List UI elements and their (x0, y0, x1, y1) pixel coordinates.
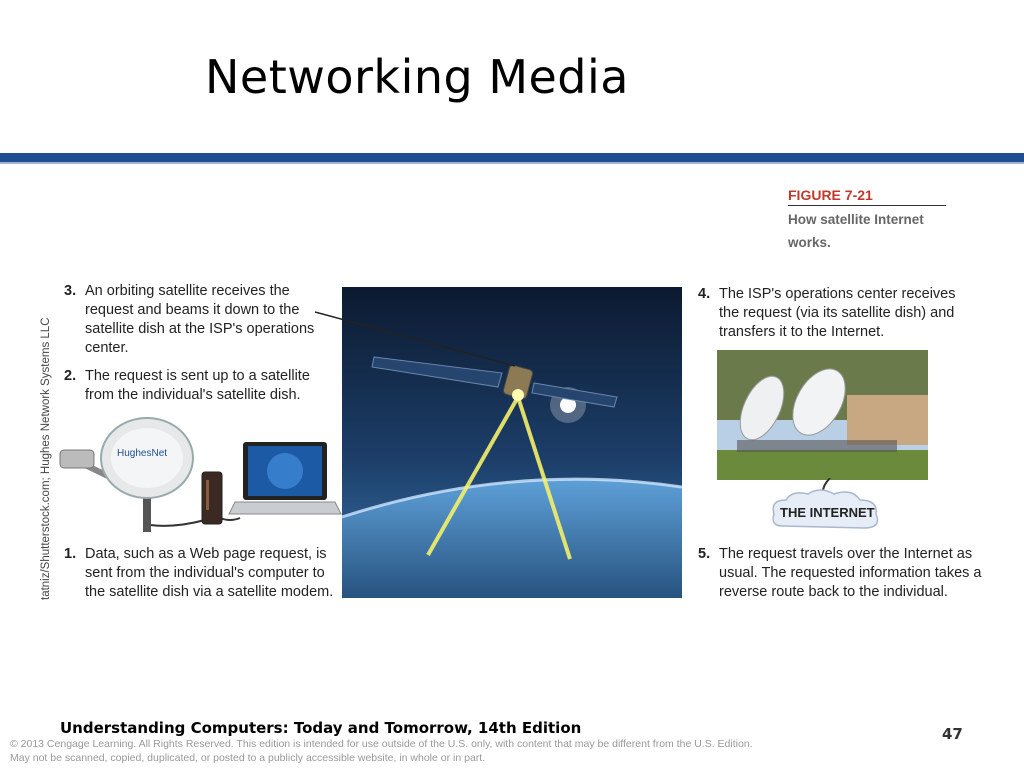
copyright-notice (10, 737, 850, 765)
step-5 (698, 545, 983, 602)
step-text: The request is sent up to a satellite from the individual's satellite dish. (85, 368, 310, 403)
step-text: An orbiting satellite receives the request and beams it down to the satellite dish at the ISP's operations center. (85, 283, 315, 356)
step-4 (698, 285, 978, 342)
slide-title: Networking Media (205, 50, 629, 104)
copyright-line-2: May not be scanned, copied, duplicated, or posted to a publicly accessible website, in whole or in part. (10, 752, 486, 764)
step-number: 3. (64, 283, 77, 299)
copyright-line-1: © 2013 Cengage Learning. All Rights Reserved. This edition is intended for use outside of the U.S. only, with content that may be different from the U.S. Edition. (10, 738, 753, 750)
step-3 (64, 282, 324, 358)
step-text: Data, such as a Web page request, is sent from the individual's computer to the satellite dish via a satellite modem. (85, 546, 334, 600)
step-text: The ISP's operations center receives the request (via its satellite dish) and transfers it to the Internet. (719, 286, 956, 340)
step-number: 1. (64, 546, 77, 562)
photo-credit: tatniz/Shutterstock.com; Hughes Network Systems LLC (40, 317, 52, 600)
modem-cable (150, 520, 205, 526)
title-rule (0, 153, 1024, 162)
step-2 (64, 367, 324, 405)
figure-caption: How satellite Internet works. (788, 212, 924, 250)
step-text: The request travels over the Internet as usual. The requested information takes a reverse route back to the individual. (719, 546, 982, 600)
page-number: 47 (942, 725, 963, 743)
callout-line (315, 300, 525, 375)
step-1 (64, 545, 334, 602)
footer-book-title: Understanding Computers: Today and Tomorrow, 14th Edition (60, 719, 582, 737)
title-rule-shadow (0, 162, 1024, 164)
satellite-modem-icon (202, 472, 222, 524)
step-number: 4. (698, 286, 711, 302)
step-number: 5. (698, 546, 711, 562)
figure-number: FIGURE 7-21 (788, 187, 873, 203)
figure-divider (788, 205, 946, 206)
internet-cloud-icon (768, 488, 883, 534)
step-number: 2. (64, 368, 77, 384)
laptop-cable (220, 518, 240, 520)
home-equipment-illustration (55, 410, 345, 535)
internet-cloud-label: THE INTERNET (780, 505, 875, 520)
dish-brand-label: HughesNet (117, 448, 168, 459)
dish-feed (60, 450, 94, 468)
isp-dishes-photo (717, 350, 928, 480)
